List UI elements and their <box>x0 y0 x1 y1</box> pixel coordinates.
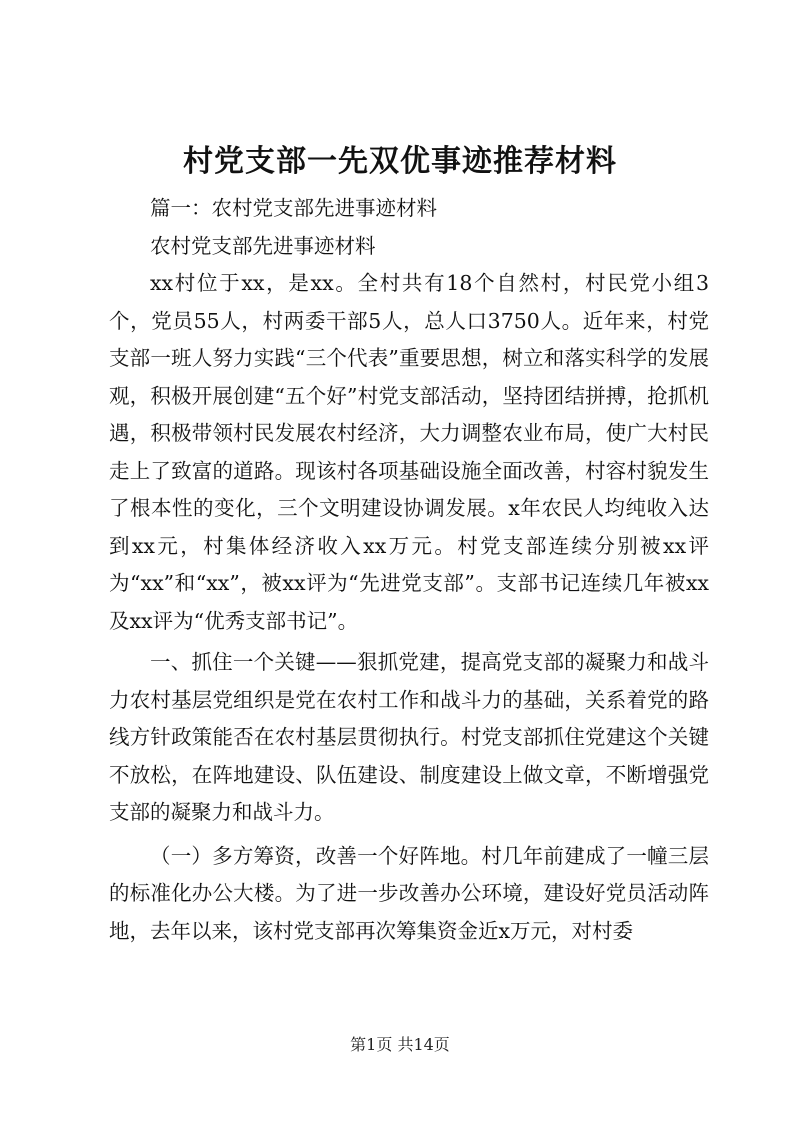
document-body <box>109 190 709 950</box>
page-number-footer: 第1页 共14页 <box>350 1035 450 1054</box>
document-title: 村党支部一先双优事迹推荐材料 <box>183 144 617 179</box>
body-paragraph: （一）多方筹资，改善一个好阵地。村几年前建成了一幢三层的标准化办公大楼。为了进一步改善办公环境，建设好党员活动阵地，去年以来，该村党支部再次筹集资金近x万元，对村委 <box>109 843 709 943</box>
subsection-heading: 农村党支部先进事迹材料 <box>150 233 376 258</box>
section-heading: 篇一：农村党支部先进事迹材料 <box>150 196 437 220</box>
body-paragraph: 一、抓住一个关键——狠抓党建，提高党支部的凝聚力和战斗力农村基层党组织是党在农村工作和战斗力的基础，关系着党的路线方针政策能否在农村基层贯彻执行。村党支部抓住党建这个关键不放松，在阵地建设、队伍建设、制度建设上做文章，不断增强党支部的凝聚力和战斗力。 <box>109 650 709 824</box>
body-paragraph: xx村位于xx，是xx。全村共有18个自然村，村民党小组3个，党员55人，村两委干部5人，总人口3750人。近年来，村党支部一班人努力实践“三个代表”重要思想，树立和落实科学的发展观，积极开展创建“五个好”村党支部活动，坚持团结拼搏，抢抓机遇，积极带领村民发展农村经济，大力调整农业布局，使广大村民走上了致富的道路。现该村各项基础设施全面改善，村容村貌发生了根本性的变化，三个文明建设协调发展。x年农民人均纯收入达到xx元，村集体经济收入xx万元。村党支部连续分别被xx评为“xx”和“xx”，被xx评为“先进党支部”。支部书记连续几年被xx及xx评为“优秀支部书记”。 <box>109 271 709 633</box>
